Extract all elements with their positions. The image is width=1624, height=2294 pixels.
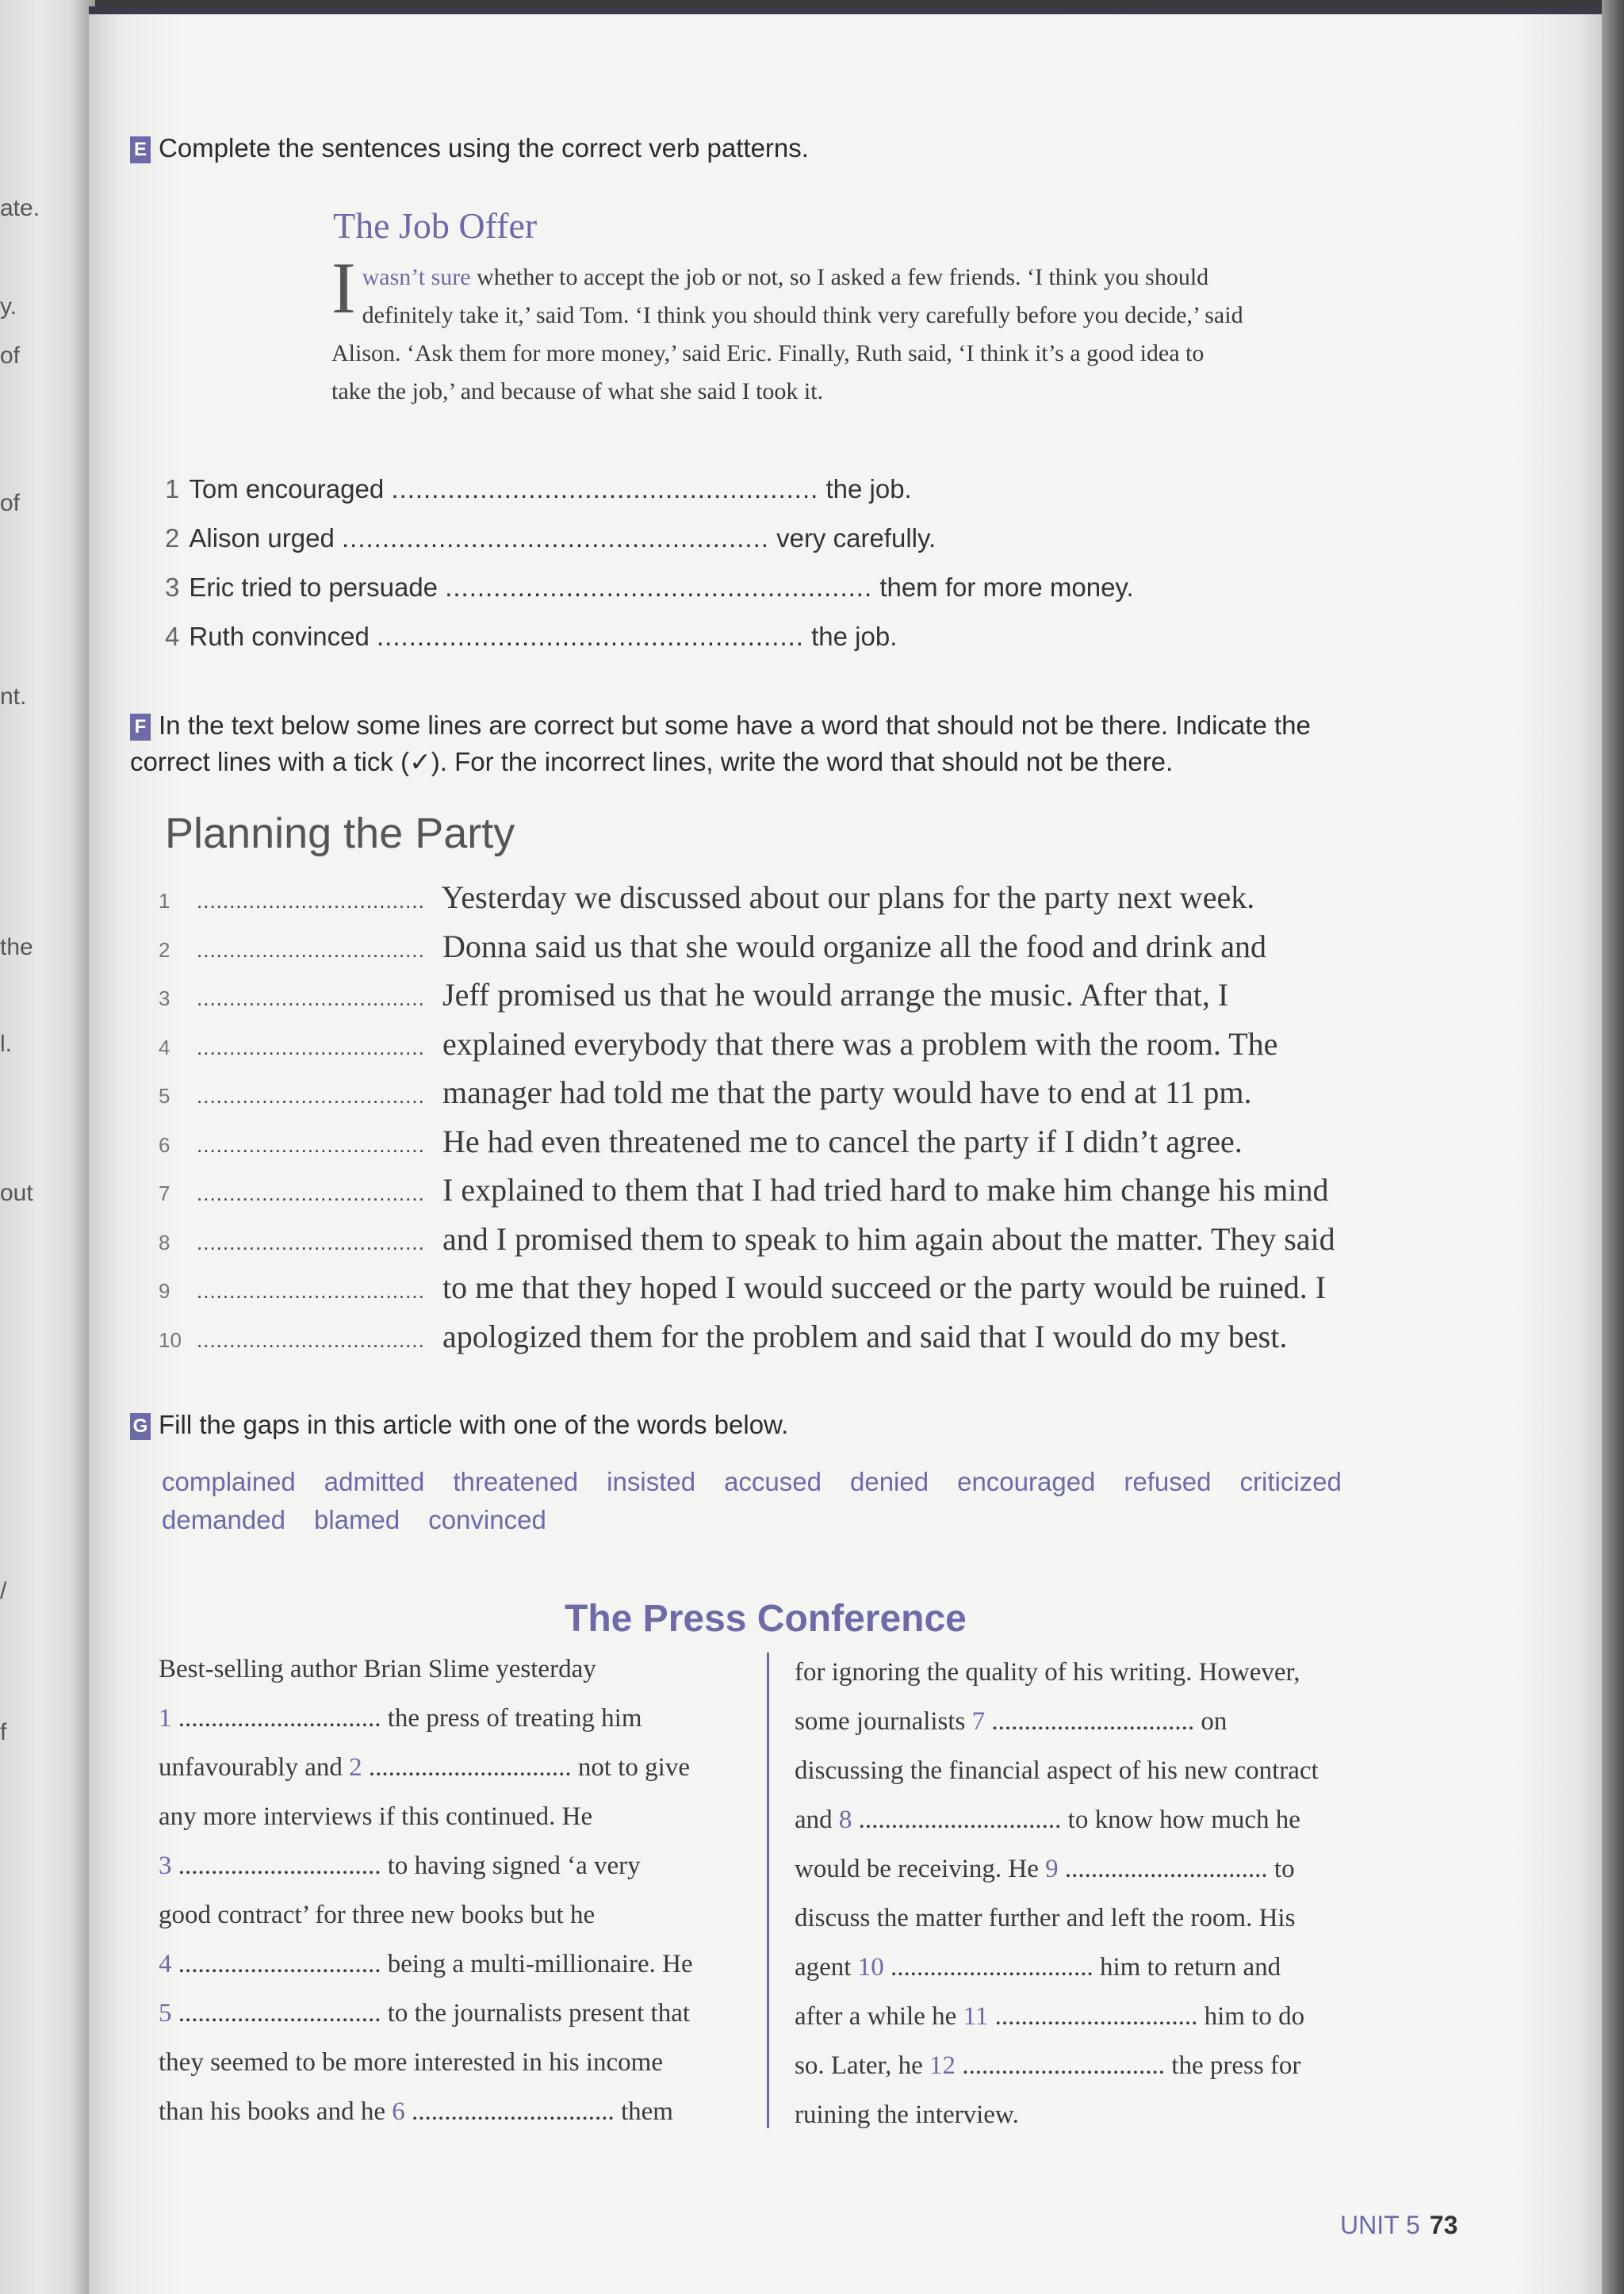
press-conference-title: The Press Conference	[565, 1598, 967, 1640]
page-footer	[1340, 2211, 1457, 2240]
word-option: convinced	[428, 1505, 546, 1534]
article-line: discuss the matter further and left the room. His	[795, 1904, 1296, 1932]
answer-gap[interactable]: .....................................................	[391, 474, 819, 504]
article-line: some journalists 7 ............................... on	[795, 1707, 1228, 1736]
answer-gap[interactable]: ...............................	[178, 1950, 381, 1978]
answer-gap[interactable]: ...............................	[178, 1999, 381, 2028]
party-line: 7 ................................... I explained to them that I had tried hard to make him change his mind	[159, 1172, 1329, 1208]
exercise-e-item: 4 Ruth convinced ..................................................... the job.	[165, 622, 898, 651]
dropcap: I	[331, 247, 356, 328]
answer-gap[interactable]: ...................................	[197, 889, 425, 913]
party-lines	[159, 879, 1335, 1366]
article-line: agent 10 ............................... him to return and	[795, 1953, 1281, 1982]
facing-page-edge	[0, 0, 95, 2294]
answer-gap[interactable]: ...................................	[197, 1132, 425, 1157]
answer-gap[interactable]: ...............................	[411, 2097, 615, 2126]
article-line: discussing the financial aspect of his new contract	[795, 1756, 1319, 1785]
answer-gap[interactable]: ...................................	[197, 1279, 425, 1303]
article-line: 3 ............................... to having signed ‘a very	[159, 1852, 641, 1880]
fragment: ate.	[0, 195, 40, 221]
page-number: 73	[1429, 2211, 1458, 2239]
party-line: 2 ................................... Donna said us that she would organize all the food and drink and	[159, 928, 1267, 964]
party-line: 10 ................................... apologized them for the problem and said that I would do my best.	[159, 1318, 1288, 1354]
exercise-e-instruction: E Complete the sentences using the correct verb patterns.	[130, 133, 809, 163]
answer-gap[interactable]: ...................................	[197, 937, 425, 962]
word-option: denied	[849, 1467, 929, 1496]
exercise-g-badge: G	[130, 1413, 151, 1440]
answer-gap[interactable]: ...................................	[197, 1181, 425, 1205]
word-option: admitted	[324, 1467, 425, 1496]
fragment: /	[0, 1578, 7, 1604]
answer-gap[interactable]: ...................................	[197, 986, 425, 1010]
article-line: they seemed to be more interested in his income	[159, 2048, 663, 2077]
fragment: nt.	[0, 684, 27, 710]
article-line: 1 ............................... the press of treating him	[159, 1704, 642, 1733]
answer-gap[interactable]: ...............................	[994, 2002, 1198, 2031]
answer-gap[interactable]: ...................................	[197, 1230, 425, 1254]
word-bank-row-2	[162, 1505, 575, 1535]
party-line: 9 ................................... to me that they hoped I would succeed or the party would be ruined. I	[159, 1270, 1327, 1305]
article-line: than his books and he 6 ............................... them	[159, 2097, 673, 2126]
party-line: 3 ................................... Jeff promised us that he would arrange the music. After that, I	[159, 977, 1229, 1013]
party-line: 4 ................................... explained everybody that there was a problem with the room. The	[159, 1025, 1278, 1062]
party-line: 8 ................................... and I promised them to speak to him again about the matter. They said	[159, 1220, 1335, 1257]
answer-gap[interactable]: ...................................	[197, 1327, 425, 1352]
answer-gap[interactable]: ...................................	[197, 1084, 425, 1108]
answer-gap[interactable]: ...............................	[368, 1753, 572, 1782]
answer-gap[interactable]: ...............................	[858, 1806, 1062, 1834]
article-line: unfavourably and 2 ............................... not to give	[159, 1753, 690, 1782]
job-offer-story: Iwasn’t sure whether to accept the job or not, so I asked a few friends. ‘I think you should definitely take it,’ said Tom. ‘I think you should think very carefully before you decide,’ said Alison. ‘Ask them for more money,’ said Eric. Finally, Ruth said, ‘I think it’s a good idea to take the job,’ and because of what she said I took it.	[331, 247, 1243, 404]
article-line: for ignoring the quality of his writing. However,	[795, 1658, 1300, 1687]
article-line: good contract’ for three new books but he	[159, 1901, 596, 1929]
answer-gap[interactable]: ...................................	[197, 1035, 425, 1059]
workbook-page	[89, 6, 1602, 2294]
article-left-column	[159, 1645, 825, 2136]
fragment: the	[0, 934, 33, 960]
answer-gap[interactable]: ...............................	[1064, 1855, 1268, 1883]
fragment: l.	[0, 1031, 12, 1057]
exercise-g-instruction: G Fill the gaps in this article with one of the words below.	[130, 1410, 788, 1440]
column-divider	[767, 1653, 769, 2128]
fragment: out	[0, 1180, 33, 1206]
article-line: 5 ............................... to the journalists present that	[159, 1999, 691, 2028]
party-line: 1 ................................... Yesterday we discussed about our plans for the party next week.	[159, 879, 1255, 915]
fragment: of	[0, 343, 21, 369]
exercise-e-item: 3 Eric tried to persuade ..................................................... them for more money.	[165, 573, 1134, 602]
word-option: accused	[724, 1467, 822, 1496]
fragment: f	[0, 1719, 7, 1745]
party-line: 5 ................................... manager had told me that the party would have to end at 11 pm.	[159, 1074, 1252, 1110]
party-line: 6 ................................... He had even threatened me to cancel the party if I didn’t agree.	[159, 1123, 1243, 1159]
answer-gap[interactable]: ...............................	[890, 1953, 1094, 1982]
job-offer-title: The Job Offer	[333, 205, 538, 246]
answer-gap[interactable]: .....................................................	[341, 523, 769, 553]
answer-gap[interactable]: .....................................................	[445, 573, 873, 602]
answer-gap[interactable]: .....................................................	[377, 622, 804, 651]
word-option: complained	[162, 1467, 296, 1496]
article-line: 4 ............................... being a multi-millionaire. He	[159, 1950, 693, 1978]
word-option: demanded	[162, 1505, 285, 1534]
word-option: encouraged	[957, 1467, 1096, 1496]
article-line: so. Later, he 12 ............................... the press for	[795, 2051, 1301, 2080]
article-line: any more interviews if this continued. He	[159, 1802, 593, 1831]
article-line: and 8 ............................... to know how much he	[795, 1806, 1300, 1834]
word-option: refused	[1124, 1467, 1212, 1496]
exercise-e-item: 1 Tom encouraged ..................................................... the job.	[165, 474, 912, 504]
article-line: ruining the interview.	[795, 2101, 1019, 2129]
fragment: of	[0, 490, 21, 516]
exercise-e-badge: E	[130, 136, 151, 163]
answer-gap[interactable]: ...............................	[991, 1707, 1195, 1736]
word-option: criticized	[1239, 1467, 1342, 1496]
article-line: would be receiving. He 9 ............................... to	[795, 1855, 1295, 1883]
unit-label: UNIT 5	[1340, 2211, 1420, 2239]
book-edge	[1602, 0, 1624, 2294]
word-option: insisted	[607, 1467, 696, 1496]
fragment: y.	[0, 293, 17, 320]
answer-gap[interactable]: ...............................	[178, 1704, 381, 1733]
exercise-f-instruction: F In the text below some lines are correct but some have a word that should not be there. Indicate the correct lines with a tick (✓). For the incorrect lines, write the word that should not be there.	[130, 710, 1311, 776]
article-line: Best-selling author Brian Slime yesterday	[159, 1655, 596, 1683]
word-option: threatened	[453, 1467, 579, 1496]
article-right-column	[795, 1648, 1508, 2139]
answer-gap[interactable]: ...............................	[178, 1852, 381, 1880]
word-option: blamed	[313, 1505, 400, 1534]
exercise-f-badge: F	[130, 714, 151, 741]
party-title: Planning the Party	[165, 810, 515, 857]
article-line: after a while he 11 ............................... him to do	[795, 2002, 1305, 2031]
word-bank-row-1	[162, 1467, 1370, 1497]
answer-gap[interactable]: ...............................	[962, 2051, 1166, 2080]
exercise-e-item: 2 Alison urged ..................................................... very carefully.	[165, 523, 936, 553]
